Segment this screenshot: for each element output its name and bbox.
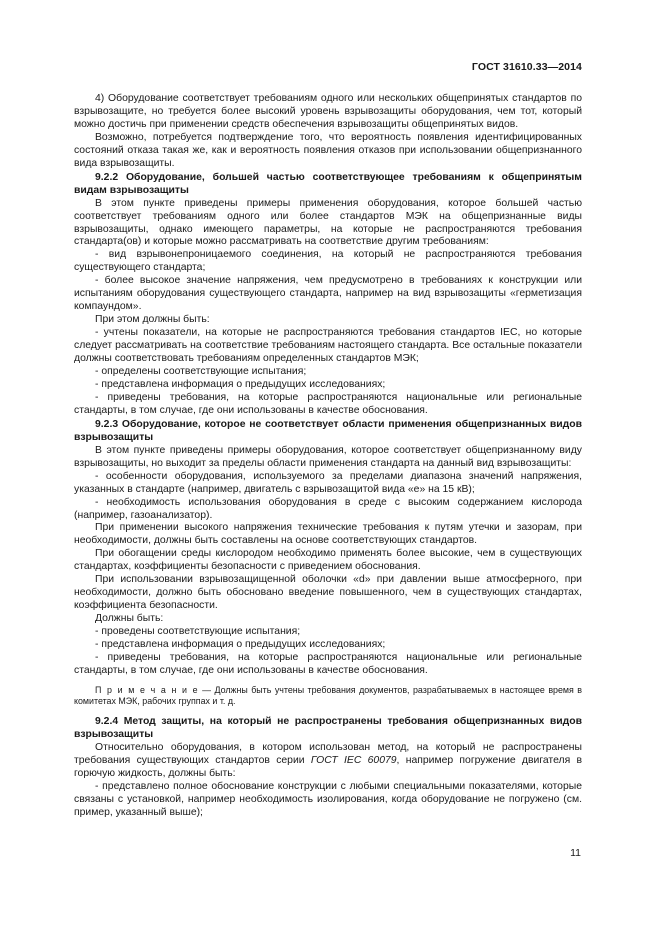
paragraph: При этом должны быть: bbox=[95, 314, 210, 326]
section-heading-9-2-4: 9.2.4 Метод защиты, на который не распространены требования общепризнанных видов взрывозащиты bbox=[74, 716, 582, 741]
paragraph: При использовании взрывозащищенной оболочки «d» при давлении выше атмосферного, при необходимости, должно быть обосновано введение повышенного, чем в существующих стандартах, коэффициента безопасности. bbox=[74, 574, 582, 612]
paragraph: Должны быть: bbox=[95, 613, 164, 625]
list-item: - определены соответствующие испытания; bbox=[95, 366, 307, 378]
list-item: - приведены требования, на которые распространяются национальные или региональные стандарты, в том случае, где они использованы в качестве обоснования. bbox=[74, 651, 582, 676]
paragraph: 4) Оборудование соответствует требованиям одного или нескольких общепринятых стандартов по взрывозащите, но требуется более высокий уровень взрывозащиты оборудования, чем тот, который можно достичь при применении средств обеспечения взрывозащиты общепринятых видов. bbox=[74, 93, 582, 130]
list-item: - представлена информация о предыдущих исследованиях; bbox=[95, 378, 386, 390]
list-item: - необходимость использования оборудования в среде с высоким содержанием кислорода (например, газоанализатор). bbox=[74, 496, 582, 521]
note-text: — Должны быть учтены требования документов, разрабатываемых в настоящее время в комитетах МЭК, рабочих группах и т. д. bbox=[74, 684, 582, 707]
list-item: - проведены соответствующие испытания; bbox=[95, 626, 301, 638]
list-item: - приведены требования, на которые распространяются национальные или региональные стандарты, в том случае, где они использованы в качестве обоснования. bbox=[74, 391, 582, 416]
note bbox=[74, 685, 582, 708]
paragraph: При обогащении среды кислородом необходимо применять более высокие, чем в существующих стандартах, коэффициенты безопасности с приведением обоснования. bbox=[74, 548, 582, 573]
list-item: - особенности оборудования, используемого за пределами диапазона значений напряжения, указанных в стандарте (например, двигатель с взрывозащитой вида «е» на 15 кВ); bbox=[74, 470, 582, 495]
list-item: - представлена информация о предыдущих исследованиях; bbox=[95, 639, 386, 651]
section-heading-9-2-2: 9.2.2 Оборудование, большей частью соответствующее требованиям к общепринятым видам взрывозащиты bbox=[74, 171, 582, 196]
paragraph bbox=[74, 742, 582, 781]
list-item: - учтены показатели, на которые не распространяются требования стандартов IEC, но которые следует рассматривать на соответствие требованиям настоящего стандарта. Все остальные показатели должны соответствовать требованиям определенных стандартов МЭК; bbox=[74, 327, 582, 365]
paragraph: В этом пункте приведены примеры применения оборудования, которое большей частью соответствует требованиям одного или более стандартов МЭК на общепризнанные виды взрывозащиты, однако имеющего параметры, на которые не распространяются требования стандарта(ов) и которые можно рассматривать на соответствие другим требованиям: bbox=[74, 197, 582, 248]
section-heading-9-2-3: 9.2.3 Оборудование, которое не соответствует области применения общепризнанных видов взрывозащиты bbox=[74, 418, 582, 443]
paragraph: При применении высокого напряжения технические требования к путям утечки и зазорам, при необходимости, должны быть составлены на основе соответствующих стандартов. bbox=[74, 522, 582, 547]
paragraph-text: , например погружение двигателя в горючую жидкость, должны быть: bbox=[74, 754, 583, 779]
list-item: - более высокое значение напряжения, чем предусмотрено в требованиях к конструкции или испытаниям оборудования существующего стандарта, например на вид взрывозащиты «герметизация компаундом». bbox=[74, 275, 582, 313]
page-body bbox=[74, 93, 582, 820]
paragraph: Возможно, потребуется подтверждение того, что вероятность появления идентифицированных состояний отказа такая же, как и вероятность появления отказов при использовании общепризнанного вида взрывозащиты. bbox=[74, 131, 582, 169]
list-item: - представлено полное обоснование конструкции с любыми специальными показателями, которые связаны с установкой, например необходимость изолирования, когда оборудование не погружено (см. пример, указанный выше); bbox=[74, 780, 582, 818]
document-id-header: ГОСТ 31610.33—2014 bbox=[471, 61, 582, 73]
page-number: 11 bbox=[570, 847, 581, 859]
paragraph: В этом пункте приведены примеры оборудования, которое соответствует общепризнанному виду взрывозащиты, но выходит за пределы области применения стандарта на данный вид взрывозащиты: bbox=[74, 444, 582, 469]
note-label: П р и м е ч а н и е bbox=[95, 684, 199, 695]
list-item: - вид взрывонепроницаемого соединения, на который не распространяются требования существующего стандарта; bbox=[74, 249, 582, 274]
paragraph-text: Относительно оборудования, в котором использован метод, на который не распространены требования существующих стандартов серии bbox=[74, 741, 582, 766]
standard-reference: ГОСТ IEC 60079 bbox=[310, 754, 397, 766]
